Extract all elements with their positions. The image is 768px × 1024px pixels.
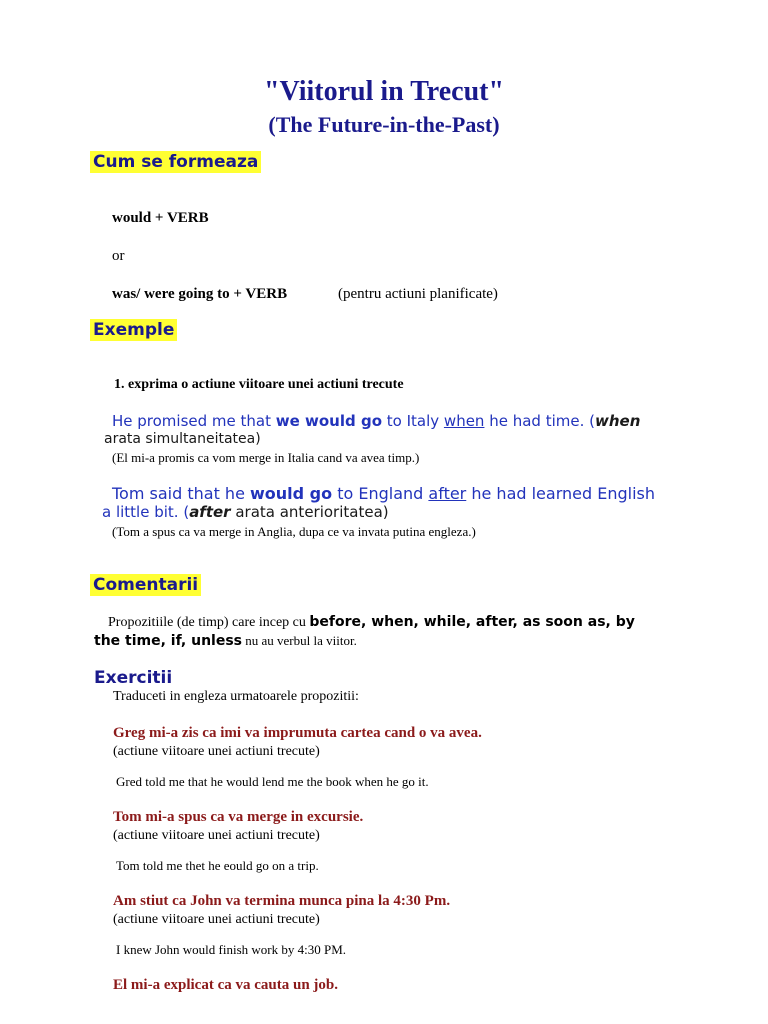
examples-point-1: 1. exprima o actiune viitoare unei actiuni trecute xyxy=(114,377,404,392)
page-subtitle: (The Future-in-the-Past) xyxy=(268,112,500,137)
formation-line-going-to: was/ were going to + VERB xyxy=(112,286,288,302)
exercise-3-sentence: Am stiut ca John va termina munca pina la 4:30 Pm. xyxy=(113,893,451,909)
exercise-1-sentence: Greg mi-a zis ca imi va imprumuta cartea cand o va avea. xyxy=(113,725,482,741)
exercise-2-sentence: Tom mi-a spus ca va merge in excursie. xyxy=(113,809,364,825)
exercise-2-note: (actiune viitoare unei actiuni trecute) xyxy=(113,828,320,843)
exercise-3-note: (actiune viitoare unei actiuni trecute) xyxy=(113,912,320,927)
example-1-translation: (El mi-a promis ca vom merge in Italia cand va avea timp.) xyxy=(112,450,420,465)
formation-line-or: or xyxy=(112,248,125,264)
formation-line-would: would + VERB xyxy=(112,210,209,226)
examples-heading: Exemple xyxy=(90,320,177,340)
exercise-2-answer: Tom told me thet he eould go on a trip. xyxy=(116,858,319,873)
exercise-1-answer: Gred told me that he would lend me the book when he go it. xyxy=(116,774,429,789)
comments-heading: Comentarii xyxy=(90,575,201,595)
exercise-1-note: (actiune viitoare unei actiuni trecute) xyxy=(113,744,320,759)
page-title: "Viitorul in Trecut" xyxy=(263,76,505,107)
example-2-line-2: a little bit. (after arata anterioritatea) xyxy=(102,503,389,521)
exercise-3-answer: I knew John would finish work by 4:30 PM. xyxy=(116,942,347,957)
formation-heading: Cum se formeaza xyxy=(90,152,261,172)
exercises-heading: Exercitii xyxy=(94,668,173,688)
example-1-line-1: He promised me that we would go to Italy when he had time. (when xyxy=(112,412,641,430)
formation-note: (pentru actiuni planificate) xyxy=(338,286,498,302)
comments-line-2: the time, if, unless nu au verbul la viitor. xyxy=(94,633,357,649)
comments-line-1: Propozitiile (de timp) care incep cu before, when, while, after, as soon as, by xyxy=(108,614,635,630)
exercises-intro: Traduceti in engleza urmatoarele propozitii: xyxy=(113,689,359,704)
exercise-4-sentence: El mi-a explicat ca va cauta un job. xyxy=(113,977,338,993)
example-2-translation: (Tom a spus ca va merge in Anglia, dupa ce va invata putina engleza.) xyxy=(112,524,476,539)
example-1-line-2: arata simultaneitatea) xyxy=(104,431,261,447)
example-2-line-1: Tom said that he would go to England after he had learned English xyxy=(112,484,655,503)
